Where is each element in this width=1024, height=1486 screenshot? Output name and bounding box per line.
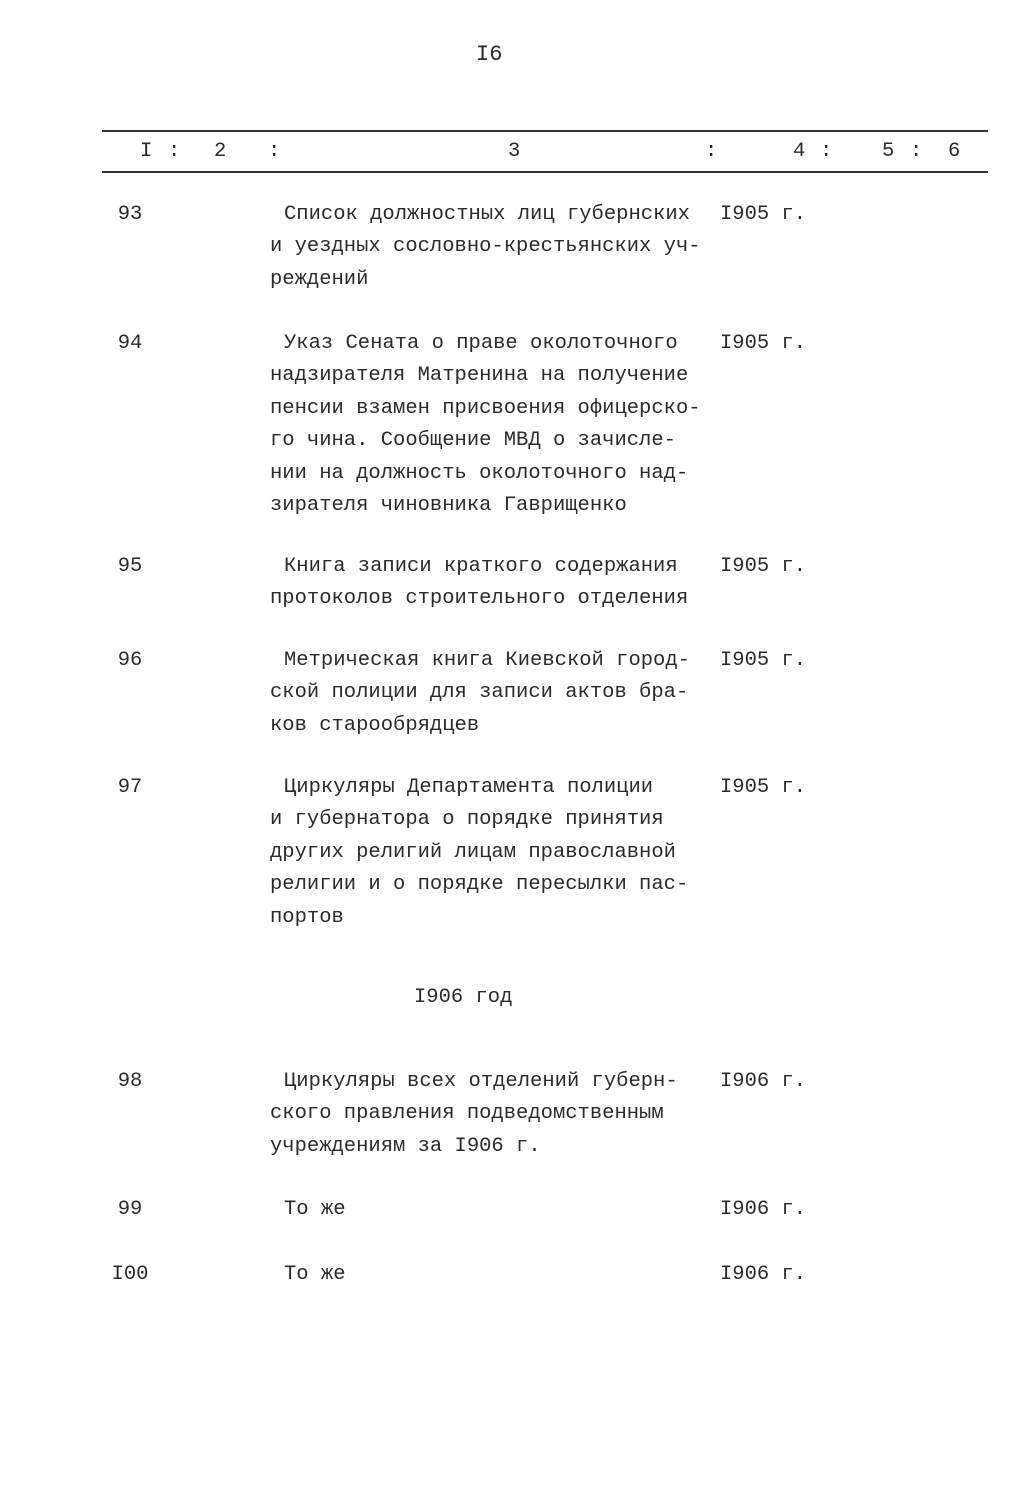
entry-title-line: протоколов строительного отделения bbox=[270, 587, 689, 611]
entry-title-line: Циркуляры всех отделений губерн- bbox=[284, 1070, 678, 1093]
entry-title-line: Книга записи краткого содержания bbox=[284, 555, 678, 578]
entry-year: I906 г. bbox=[720, 1198, 807, 1221]
entry-title-line: ского правления подведомственным bbox=[270, 1102, 664, 1126]
entry-number: 93 bbox=[117, 203, 143, 226]
table-header-bottom-rule bbox=[102, 171, 988, 173]
entry-title-line: пенсии взамен присвоения офицерско- bbox=[270, 396, 701, 420]
column-header-1: I bbox=[140, 140, 153, 163]
entry-title-line: ков старообрядцев bbox=[270, 713, 480, 737]
entry-title-line: надзирателя Матренина на получение bbox=[270, 364, 689, 388]
entry-title bbox=[270, 1194, 346, 1226]
entry-title-line: религии и о порядке пересылки пас- bbox=[270, 873, 689, 897]
entry-title-line: То же bbox=[284, 1263, 346, 1286]
entry-year: I905 г. bbox=[720, 203, 807, 226]
entry-title-line: го чина. Сообщение МВД о зачисле- bbox=[270, 429, 676, 453]
entry-title-line: нии на должность околоточного над- bbox=[270, 461, 689, 485]
entry-year: I905 г. bbox=[720, 649, 807, 672]
column-separator: : bbox=[820, 140, 833, 163]
entry-number: 96 bbox=[117, 649, 143, 672]
entry-number: 95 bbox=[117, 555, 143, 578]
entry-title-line: Метрическая книга Киевской город- bbox=[284, 649, 690, 672]
entry-title-line: и губернатора о порядке принятия bbox=[270, 808, 664, 832]
table-header-top-rule bbox=[102, 130, 988, 132]
entry-number: 98 bbox=[117, 1070, 143, 1093]
entry-year: I906 г. bbox=[720, 1263, 807, 1286]
entry-title bbox=[270, 1066, 678, 1163]
entry-title-line: портов bbox=[270, 905, 344, 929]
entry-number: 99 bbox=[117, 1198, 143, 1221]
entry-title-line: других религий лицам православной bbox=[270, 840, 676, 864]
page-number: I6 bbox=[476, 42, 503, 67]
column-separator: : bbox=[168, 140, 181, 163]
entry-title-line: ской полиции для записи актов бра- bbox=[270, 681, 689, 705]
section-heading: I906 год bbox=[414, 986, 513, 1009]
entry-title bbox=[270, 645, 690, 742]
column-header-6: 6 bbox=[948, 140, 961, 163]
entry-title-line: и уездных сословно-крестьянских уч- bbox=[270, 235, 701, 259]
column-header-4: 4 bbox=[793, 140, 806, 163]
entry-title-line: учреждениям за I906 г. bbox=[270, 1134, 541, 1158]
column-header-2: 2 bbox=[214, 140, 227, 163]
entry-year: I905 г. bbox=[720, 332, 807, 355]
entry-title bbox=[270, 551, 688, 616]
column-separator: : bbox=[910, 140, 923, 163]
entry-year: I906 г. bbox=[720, 1070, 807, 1093]
entry-title-line: реждений bbox=[270, 267, 369, 291]
entry-year: I905 г. bbox=[720, 555, 807, 578]
entry-title bbox=[270, 328, 701, 522]
entry-title bbox=[270, 199, 701, 296]
column-header-3: 3 bbox=[508, 140, 521, 163]
column-separator: : bbox=[705, 140, 718, 163]
entry-title-line: Циркуляры Департамента полиции bbox=[284, 776, 654, 799]
entry-number: I00 bbox=[111, 1263, 149, 1286]
entry-year: I905 г. bbox=[720, 776, 807, 799]
entry-title-line: Указ Сената о праве околоточного bbox=[284, 332, 678, 355]
column-header-5: 5 bbox=[882, 140, 895, 163]
entry-number: 94 bbox=[117, 332, 143, 355]
entry-title-line: зирателя чиновника Гаврищенко bbox=[270, 493, 627, 517]
entry-title bbox=[270, 772, 688, 934]
column-separator: : bbox=[268, 140, 281, 163]
entry-title-line: Список должностных лиц губернских bbox=[284, 203, 690, 226]
entry-number: 97 bbox=[117, 776, 143, 799]
entry-title bbox=[270, 1259, 346, 1291]
entry-title-line: То же bbox=[284, 1198, 346, 1221]
